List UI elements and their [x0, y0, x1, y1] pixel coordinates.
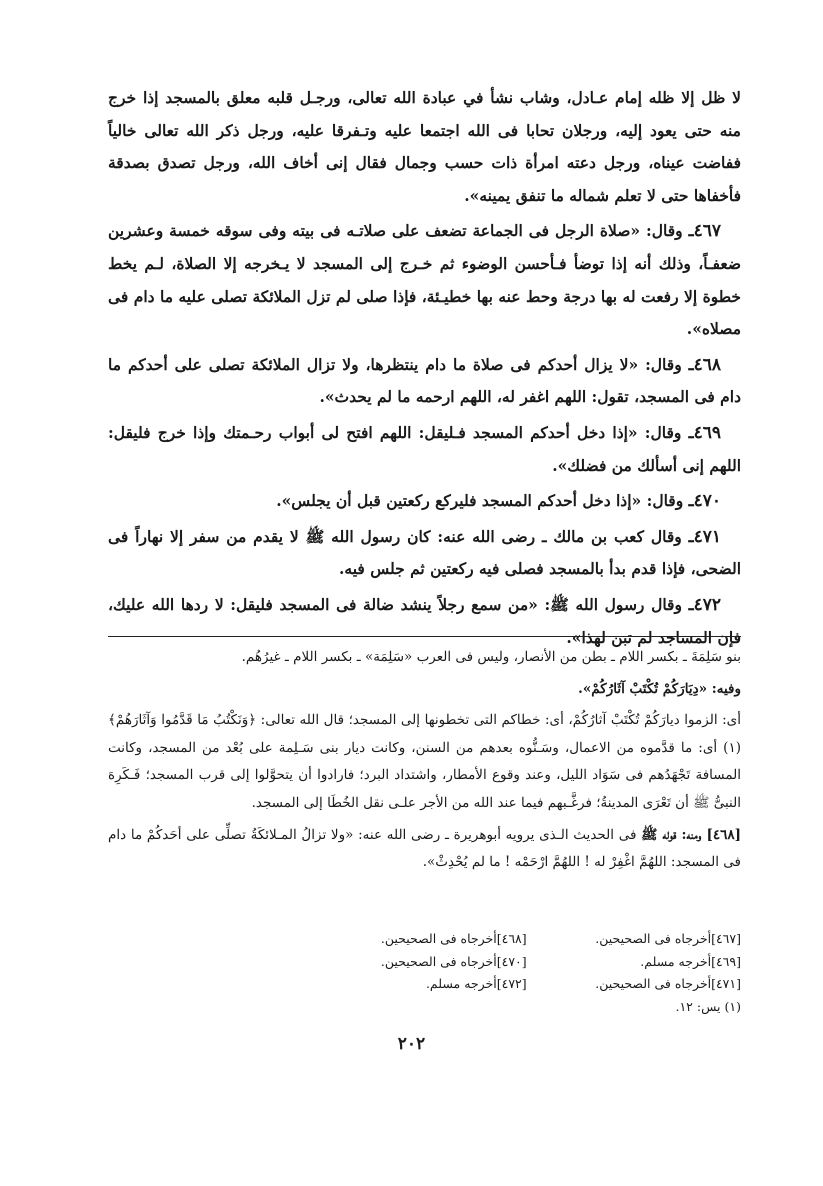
reference-item: [٤٦٧]أخرجاه فى الصحيحين.	[595, 931, 741, 946]
hadith-number: ٤٧٢ـ	[688, 594, 721, 615]
commentary-notes	[108, 644, 741, 881]
reference-item: (١) يس: ١٢.	[675, 998, 741, 1014]
page-number: ٢٠٢	[397, 1034, 426, 1054]
hadith-number: ٤٧١ـ	[688, 526, 722, 547]
note-text: بنو سَلِمَةَ ـ بكسر اللام ـ بطن من الأنصار، وليس فى العرب «سَلِمَة» ـ بكسر اللام ـ غيرُهُم.	[241, 649, 741, 665]
hadith-paragraph	[108, 485, 741, 518]
note-text: أى: الزموا ديارَكُمْ تُكْتَبْ آثارُكُمْ، أى: خطاكم التى تخطونها إلى المسجد؛ قال الله تعالى: ﴿وَنَكْتُبُ مَا قَدَّمُوا وَآثَارَهُمْ﴾(١) أى: ما قدَّموه من الاعمال، وسَـنُّوه بعدهم من السنن، وكانت ديار بنى سَـلِمة على بُعْد من المسجد، وكانت المسافة تَجْهَدُهم فى سَوَاد الليل، وعند وقوع الأمطار، واشتداد البرد؛ فارادوا أن يتحوَّلوا إلى قرب المسجد؛ فَـكَرِهَ النبىُّ ﷺ أن تَعْرَى المدينةُ؛ فرغَّـبهم فيما عند الله من الأجر علـى نقل الخُطَا إلى المسجد.	[108, 712, 741, 811]
hadith-paragraph	[108, 521, 741, 586]
hadith-paragraph	[108, 215, 741, 345]
note-paragraph	[108, 707, 741, 817]
note-lead: وفيه: «دِيَارَكُمْ تُكْتَبْ آثَارُكُمْ».	[578, 680, 741, 697]
note-paragraph	[108, 644, 741, 672]
hadith-text: وقال: «إذا دخل أحدكم المسجد فليركع ركعتين قبل أن يجلس».	[276, 491, 684, 511]
hadith-number: ٤٦٩ـ	[688, 422, 721, 443]
main-text	[108, 82, 741, 657]
hadith-number: ٤٦٧ـ	[688, 221, 721, 242]
hadith-text: وقال رسول الله ﷺ: «من سمع رجلاً ينشد ضالة فى المسجد فليقل: لا ردها الله عليك، فإن المساجد لم تبن لهذا».	[108, 594, 741, 647]
note-paragraph	[108, 822, 741, 877]
hadith-text: وقال كعب بن مالك ـ رضى الله عنه: كان رسول الله ﷺ لا يقدم من سفر إلا نهاراً فى الضحى، فإذا قدم بدأ بالمسجد فصلى فيه ركعتين ثم جلس فيه.	[108, 526, 741, 579]
hadith-paragraph	[108, 349, 741, 414]
footnote-divider	[108, 636, 741, 637]
hadith-text: وقال: «إذا دخل أحدكم المسجد فـليقل: اللهم افتح لى أبواب رحـمتك وإذا خرج فليقل: اللهم إنى أسألك من فضلك».	[108, 422, 741, 475]
reference-item: [٤٦٨]أخرجاه فى الصحيحين.	[380, 931, 527, 946]
hadith-paragraph	[108, 82, 741, 212]
reference-item: [٤٦٩]أخرجه مسلم.	[640, 953, 741, 969]
source-references	[108, 928, 741, 1018]
hadith-text: وقال: «لا يزال أحدكم فى صلاة ما دام ينتظرها، ولا تزال الملائكة تصلى على أحدكم ما دام فى المسجد، تقول: اللهم اغفر له، اللهم ارحمه ما لم يحدث».	[108, 354, 741, 407]
hadith-number: ٤٦٨ـ	[688, 354, 722, 375]
reference-item: [٤٧١]أخرجاه فى الصحيحين.	[595, 976, 741, 991]
hadith-number: ٤٧٠ـ	[688, 491, 721, 512]
note-paragraph	[108, 676, 741, 704]
reference-item: [٤٧٢]أخرجه مسلم.	[425, 976, 527, 991]
hadith-paragraph	[108, 417, 741, 482]
hadith-text: لا ظل إلا ظله إمام عـادل، وشاب نشأ في عبادة الله تعالى، ورجـل قلبه معلق بالمسجد إذا خرج منه حتى يعود إليه، ورجلان تحابا فى الله اجتمعا عليه وتـفرقا عليه، ورجل ذكر الله تعالى خالياً ففاضت عيناه، ورجل دعته امرأة ذات حسب وجمال فقال إنى أخاف الله، ورجل تصدق بصدقة فأخفاها حتى لا تعلم شماله ما تنفق يمينه».	[108, 88, 741, 205]
reference-item: [٤٧٠]أخرجاه فى الصحيحين.	[380, 953, 527, 969]
note-text: فى الحديث الـذى يرويه أبوهريرة ـ رضى الله عنه: «ولا تزالُ المـلائكَةُ تصلِّى على أحَدكُمْ ما دام فى المسجد: اللهُمَّ اغْفِرْ له ! اللهُمَّ ارْحَمْه ! ما لم يُحْدِثْ».	[108, 826, 741, 871]
hadith-text: وقال: «صلاة الرجل فى الجماعة تضعف على صلاتـه فى بيته وفى سوقه خمسة وعشرين ضعفـاً، وذلك أنه إذا توضأ فـأحسن الوضوء ثم خـرج إلى المسجد لا يـخرجه إلا الصلاة، لـم يخط خطوة إلا رفعت له بها درجة وحط عنه بها خطيـئة، فإذا صلى لم تزل الملائكة تصلى عليه ما دام فى مصلاه».	[108, 221, 741, 339]
note-lead: [٤٦٨] ومنه: قوله ﷺ	[641, 826, 741, 843]
